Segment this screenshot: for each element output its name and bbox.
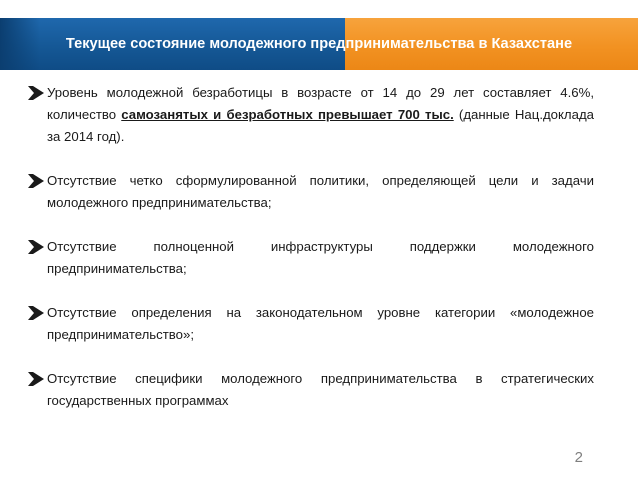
bullet-text-pre: Уровень молодежной безработицы в возрасте от 14 до 29 лет составляет 4.6%, количество — [47, 85, 594, 122]
arrow-bullet-icon — [28, 306, 44, 320]
bullet-item-state-programs — [28, 368, 594, 412]
slide-title: Текущее состояние молодежного предпринимательства в Казахстане — [65, 36, 573, 52]
bullet-text-post: (данные Нац.доклада за 2014 год). — [47, 107, 594, 144]
bullet-item-infrastructure — [28, 236, 594, 280]
bullet-text-emphasis: самозанятых и безработных превышает 700 тыс. — [121, 107, 454, 122]
bullet-text: Отсутствие специфики молодежного предпринимательства в стратегических государственных программах — [47, 371, 594, 408]
bullet-list — [28, 82, 594, 434]
bullet-item-policy — [28, 170, 594, 214]
arrow-bullet-icon — [28, 174, 44, 188]
bullet-text: Отсутствие полноценной инфраструктуры поддержки молодежного предпринимательства; — [47, 239, 594, 276]
header-bar — [0, 18, 638, 70]
page-number: 2 — [574, 449, 583, 466]
bullet-text: Отсутствие четко сформулированной политики, определяющей цели и задачи молодежного предпринимательства; — [47, 173, 594, 210]
arrow-bullet-icon — [28, 240, 44, 254]
bullet-text: Отсутствие определения на законодательном уровне категории «молодежное предпринимательство»; — [47, 305, 594, 342]
bullet-item-legislation — [28, 302, 594, 346]
arrow-bullet-icon — [28, 372, 44, 386]
bullet-item-youth-unemployment — [28, 82, 594, 148]
arrow-bullet-icon — [28, 86, 44, 100]
